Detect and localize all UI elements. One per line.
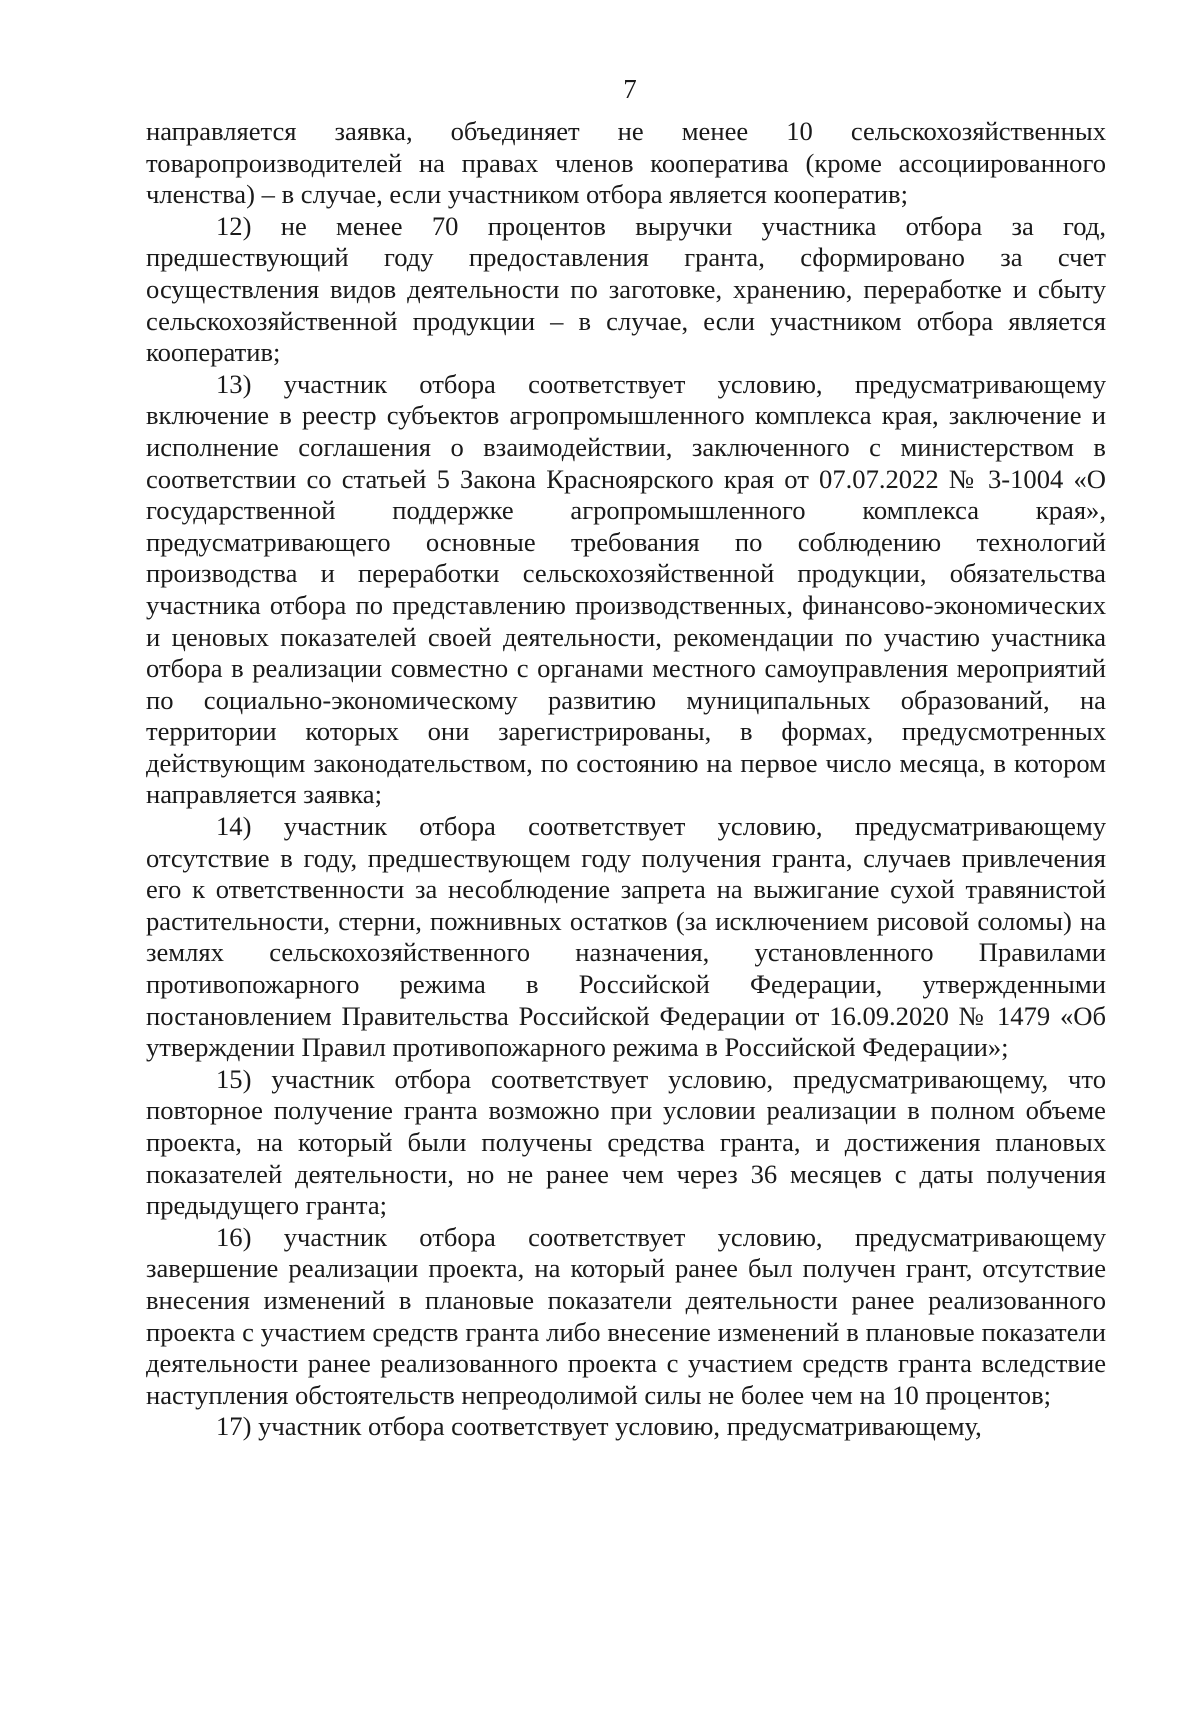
paragraph-item-16: 16) участник отбора соответствует условию, предусматривающему завершение реализации проекта, на который ранее был получен грант, отсутствие внесения изменений в плановые показатели деятельности ранее реализованного проекта с участием средств гранта либо внесение изменений в плановые показатели деятельности ранее реализованного проекта с участием средств гранта вследствие наступления обстоятельств непреодолимой силы не более чем на 10 процентов;	[146, 1221, 1106, 1410]
page-number: 7	[623, 74, 637, 104]
paragraph-item-14: 14) участник отбора соответствует условию, предусматривающему отсутствие в году, предшествующем году получения гранта, случаев привлечения его к ответственности за несоблюдение запрета на выжигание сухой травянистой растительности, стерни, пожнивных остатков (за исключением рисовой соломы) на землях сельскохозяйственного назначения, установленного Правилами противопожарного режима в Российской Федерации, утвержденными постановлением Правительства Российской Федерации от 16.09.2020 № 1479 «Об утверждении Правил противопожарного режима в Российской Федерации»;	[146, 811, 1106, 1063]
paragraph-item-12: 12) не менее 70 процентов выручки участника отбора за год, предшествующий году предоставления гранта, сформировано за счет осуществления видов деятельности по заготовке, хранению, переработке и сбыту сельскохозяйственной продукции – в случае, если участником отбора является кооператив;	[146, 210, 1106, 368]
paragraph-item-15: 15) участник отбора соответствует условию, предусматривающему, что повторное получение гранта возможно при условии реализации в полном объеме проекта, на который были получены средства гранта, и достижения плановых показателей деятельности, но не ранее чем через 36 месяцев с даты получения предыдущего гранта;	[146, 1063, 1106, 1221]
paragraph-continuation: направляется заявка, объединяет не менее 10 сельскохозяйственных товаропроизводителей на правах членов кооператива (кроме ассоциированного членства) – в случае, если участником отбора является кооператив;	[146, 116, 1106, 210]
paragraph-item-17: 17) участник отбора соответствует условию, предусматривающему,	[216, 1411, 982, 1442]
paragraph-item-13: 13) участник отбора соответствует условию, предусматривающему включение в реестр субъектов агропромышленного комплекса края, заключение и исполнение соглашения о взаимодействии, заключенного с министерством в соответствии со статьей 5 Закона Красноярского края от 07.07.2022 № 3-1004 «О государственной поддержке агропромышленного комплекса края», предусматривающего основные требования по соблюдению технологий производства и переработки сельскохозяйственной продукции, обязательства участника отбора по представлению производственных, финансово-экономических и ценовых показателей своей деятельности, рекомендации по участию участника отбора в реализации совместно с органами местного самоуправления мероприятий по социально-экономическому развитию муниципальных образований, на территории которых они зарегистрированы, в формах, предусмотренных действующим законодательством, по состоянию на первое число месяца, в котором направляется заявка;	[146, 368, 1106, 810]
document-body	[146, 116, 1106, 1443]
